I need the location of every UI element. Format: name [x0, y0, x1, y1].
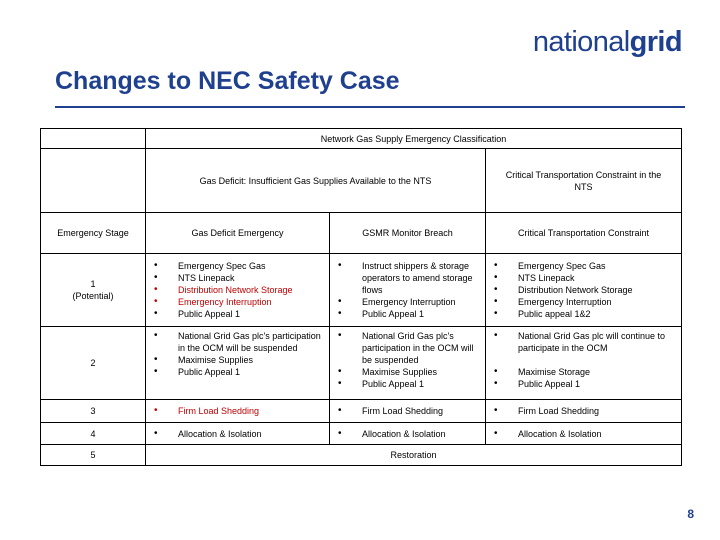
header-network-gas-supply: Network Gas Supply Emergency Classification [146, 129, 682, 149]
list-item: • Public Appeal 1 [486, 378, 677, 390]
list-item: • Public Appeal 1 [330, 308, 481, 320]
blank-corner-cell [41, 129, 146, 149]
gde-cell [146, 327, 330, 400]
list-item: • Firm Load Shedding [146, 405, 325, 417]
list-item: • National Grid Gas plc will continue to participate in the OCM [486, 330, 677, 354]
table-row [41, 327, 682, 400]
list-item: • Emergency Spec Gas [486, 260, 677, 272]
gsmr-cell [330, 327, 486, 400]
list-item: • Public appeal 1&2 [486, 308, 677, 320]
header-critical-constraint: Critical Transportation Constraint in the NTS [486, 149, 682, 213]
list-item: • Maximise Supplies [330, 366, 481, 378]
table-row [41, 423, 682, 445]
national-grid-logo: nationalgrid [532, 26, 682, 58]
list-item: • Emergency Interruption [330, 296, 481, 308]
col-header-gas-deficit-emergency: Gas Deficit Emergency [146, 213, 330, 254]
stage-cell: 1 (Potential) [41, 254, 146, 327]
restoration-cell: Restoration [146, 445, 682, 466]
col-header-emergency-stage: Emergency Stage [41, 213, 146, 254]
list-item: • Public Appeal 1 [146, 308, 325, 320]
ctc-cell [486, 400, 682, 423]
list-item: • National Grid Gas plc's participation in the OCM will be suspended [330, 330, 481, 366]
list-item: • Emergency Interruption [486, 296, 677, 308]
stage-cell: 2 [41, 327, 146, 400]
list-item: • Public Appeal 1 [146, 366, 325, 378]
emergency-classification-table [40, 128, 682, 466]
list-item: • Emergency Spec Gas [146, 260, 325, 272]
list-item: • Distribution Network Storage [486, 284, 677, 296]
list-item: • Maximise Storage [486, 366, 677, 378]
page-number: 8 [687, 507, 694, 521]
col-header-gsmr-monitor-breach: GSMR Monitor Breach [330, 213, 486, 254]
ctc-cell [486, 254, 682, 327]
list-item: • Allocation & Isolation [330, 428, 481, 440]
list-item: • Firm Load Shedding [330, 405, 481, 417]
list-item: • Maximise Supplies [146, 354, 325, 366]
ctc-cell [486, 327, 682, 400]
list-item: • NTS Linepack [146, 272, 325, 284]
ctc-cell [486, 423, 682, 445]
list-item: • Instruct shippers & storage operators to amend storage flows [330, 260, 481, 296]
gsmr-cell [330, 400, 486, 423]
list-item: • NTS Linepack [486, 272, 677, 284]
list-item: • Emergency Interruption [146, 296, 325, 308]
list-item: • National Grid Gas plc's participation in the OCM will be suspended [146, 330, 325, 354]
title-underline [55, 106, 685, 108]
gsmr-cell [330, 254, 486, 327]
table-row [41, 254, 682, 327]
list-item: • Firm Load Shedding [486, 405, 677, 417]
blank-stage-header-cell [41, 149, 146, 213]
slide-title: Changes to NEC Safety Case [55, 67, 400, 95]
gde-cell [146, 254, 330, 327]
stage-cell: 4 [41, 423, 146, 445]
stage-cell: 3 [41, 400, 146, 423]
list-item: • Allocation & Isolation [486, 428, 677, 440]
list-item: • Public Appeal 1 [330, 378, 481, 390]
gsmr-cell [330, 423, 486, 445]
col-header-critical-transportation-constraint: Critical Transportation Constraint [486, 213, 682, 254]
list-item: • Distribution Network Storage [146, 284, 325, 296]
table-row [41, 445, 682, 466]
header-gas-deficit: Gas Deficit: Insufficient Gas Supplies Available to the NTS [146, 149, 486, 213]
list-item: • Allocation & Isolation [146, 428, 325, 440]
gde-cell [146, 400, 330, 423]
gde-cell [146, 423, 330, 445]
stage-cell: 5 [41, 445, 146, 466]
table-row [41, 400, 682, 423]
